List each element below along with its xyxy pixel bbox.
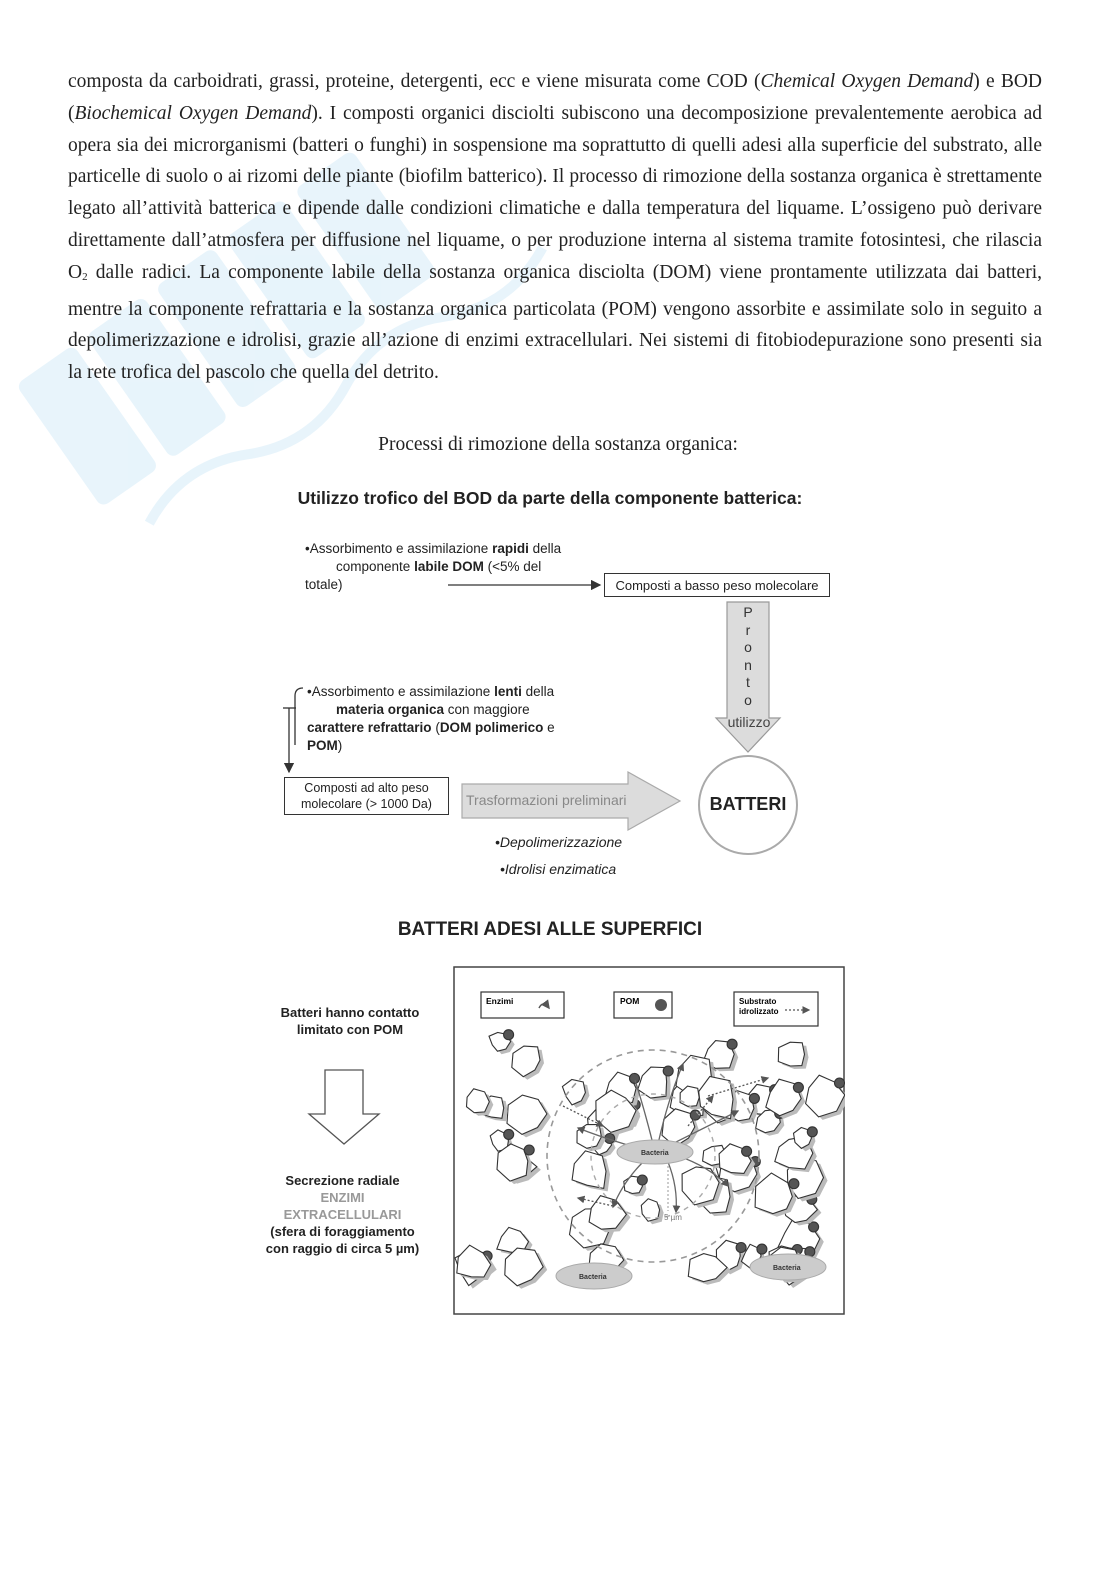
body-paragraph: composta da carboidrati, grassi, proteine, detergenti, ecc e viene misurata come COD (Chemical Oxygen Demand) e BOD (Biochemical Oxygen Demand). I composti organici disciolti subiscono una decomposizione prevalentemente aerobica ad opera sia dei microrganismi (batteri o funghi) in sospensione ma soprattutto di quelli adesi alla superficie del substrato, alle particelle di suolo o ai rizomi delle piante (biofilm batterico). Il processo di rimozione della sostanza organica è strettamente legato all’attività batterica e dipende dalle condizioni climatiche e dalla temperatura del liquame. L’ossigeno può derivare direttamente dall’atmosfera per diffusione nel liquame, o per produzione interna al sistema tramite fotosintesi, che rilascia $O_2$ dalle radici. La componente labile della sostanza organica disciolta (DOM) viene prontamente utilizzata dai batteri, mentre la componente refrattaria e la sostanza organica particolata (POM) vengono assorbite e assimilate solo in seguito a depolimerizzazione e idrolisi, grazie all’azione di enzimi extracellulari. Nei sistemi di fitobiodepurazione sono presenti sia la rete trofica del pascolo che quella del detrito.	[68, 71, 1043, 384]
legend-enzimi-label: Enzimi	[486, 996, 514, 1006]
pom-particle	[504, 1030, 514, 1040]
pom-particle	[793, 1082, 803, 1092]
bacteria-center-label: Bacteria	[641, 1150, 669, 1157]
bacteria-right-label: Bacteria	[773, 1265, 801, 1272]
preliminary-transform-label: Trasformazioni preliminari	[466, 792, 627, 808]
pom-particle	[835, 1078, 845, 1088]
legend-pom-label: POM	[620, 996, 640, 1006]
pom-particle	[809, 1222, 819, 1232]
figure1-title: Utilizzo trofico del BOD da parte della componente batterica:	[297, 488, 803, 508]
biofilm-diagram	[453, 966, 845, 1315]
figure-caption: Processi di rimozione della sostanza organica:	[378, 434, 738, 455]
bullet-depolimerizzazione: •Depolimerizzazione	[495, 834, 623, 850]
pom-particle	[742, 1146, 752, 1156]
pom-particle	[736, 1243, 746, 1253]
left-bottom-text: Secrezione radiale ENZIMI EXTRACELLULARI (sfera di foraggiamento con raggio di circa 5 µm)	[265, 1173, 420, 1256]
high-weight-box: Composti ad alto peso molecolare (> 1000 Da)	[284, 777, 449, 815]
pom-particle	[524, 1145, 534, 1155]
rapid-uptake-text: •Assorbimento e assimilazione rapidi della componente labile DOM (<5% del totale)	[305, 541, 562, 592]
pom-particle	[807, 1127, 817, 1137]
pom-particle	[789, 1179, 799, 1189]
bacteria-left-label: Bacteria	[579, 1274, 607, 1281]
pom-particle	[757, 1244, 767, 1254]
pom-particle	[727, 1039, 737, 1049]
legend-substrato-label-1: Substrato	[739, 997, 777, 1006]
slow-uptake-text: •Assorbimento e assimilazione lenti della materia organica con maggiore carattere refrattario (DOM polimerico e POM)	[307, 684, 555, 753]
pom-particle	[637, 1175, 647, 1185]
pom-particle	[749, 1093, 759, 1103]
down-arrow	[305, 1068, 385, 1148]
batteri-label: BATTERI	[709, 794, 787, 814]
left-top-text: Batteri hanno contatto limitato con POM	[280, 1005, 420, 1037]
utilizzo-label: utilizzo	[727, 714, 771, 730]
pom-particle	[663, 1066, 673, 1076]
low-weight-box: Composti a basso peso molecolare	[604, 573, 830, 597]
pronto-vertical-label: P r o n t o	[743, 604, 753, 708]
bullet-idrolisi: •Idrolisi enzimatica	[500, 861, 617, 877]
pom-particle	[504, 1129, 514, 1139]
legend-substrato-label-2: idrolizzato	[739, 1007, 779, 1016]
soil-particle	[778, 1042, 804, 1066]
figure2-title: BATTERI ADESI ALLE SUPERFICI	[397, 919, 703, 940]
radius-label: 5 µm	[664, 1213, 682, 1222]
